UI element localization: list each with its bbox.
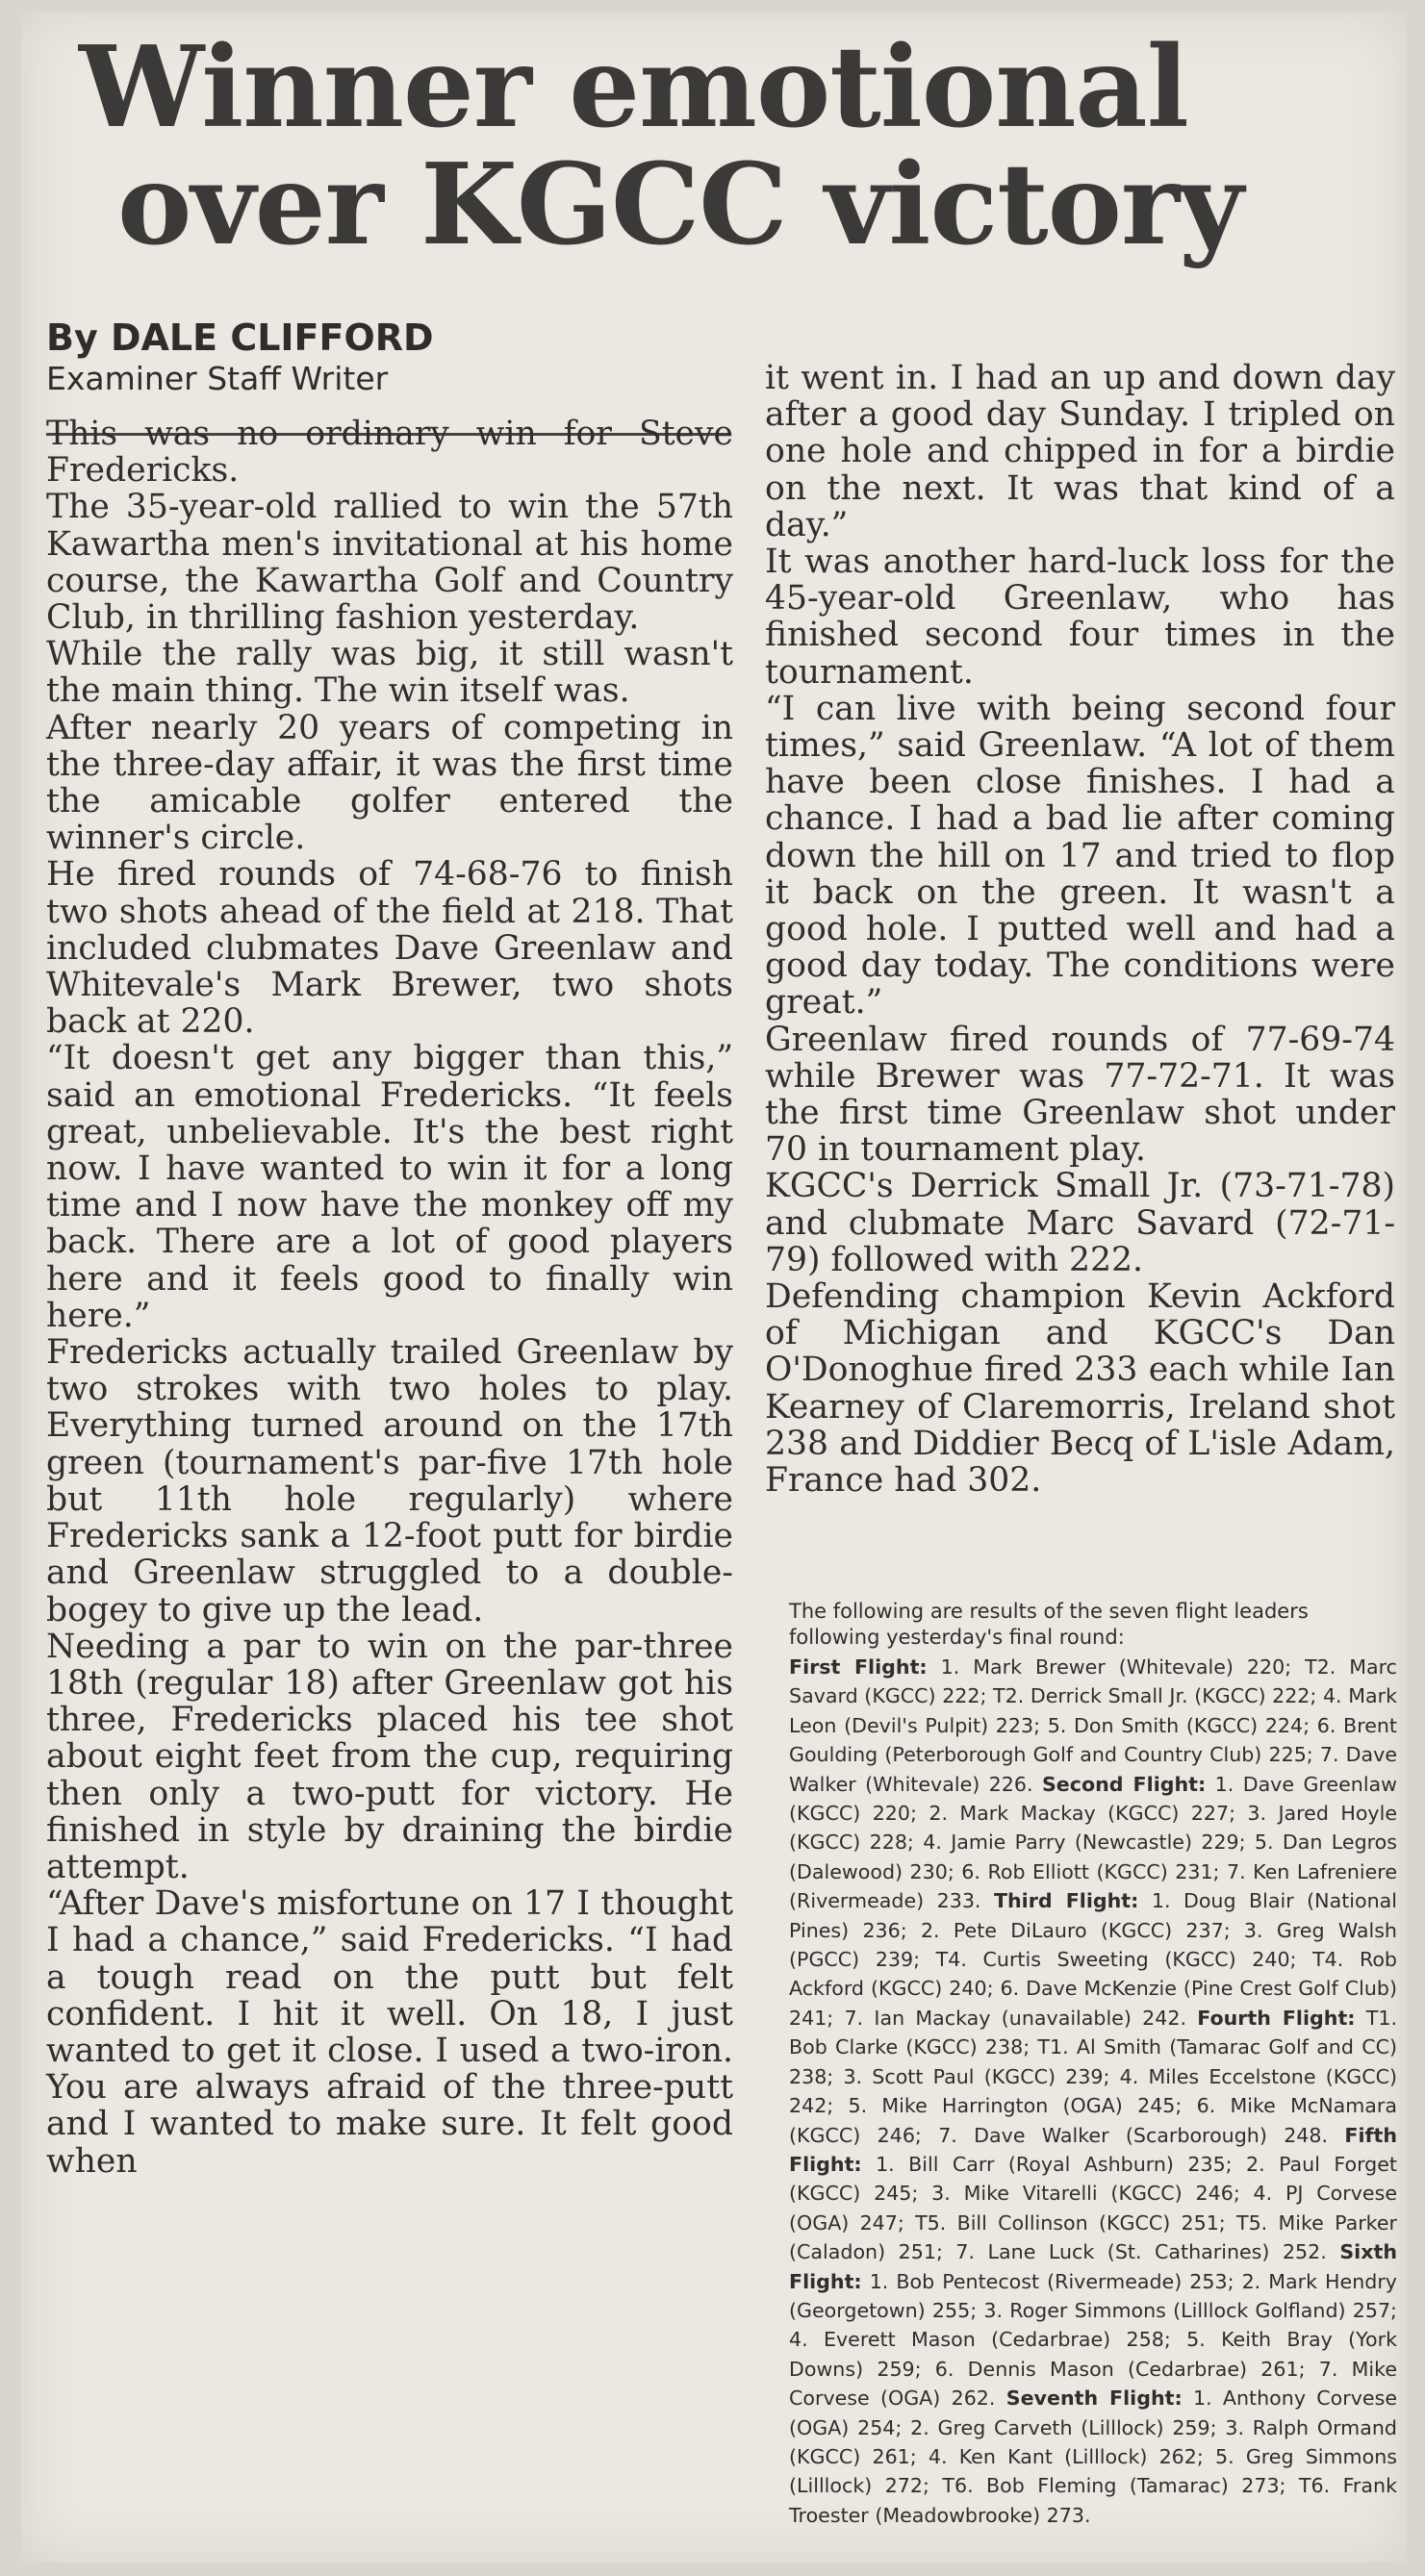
headline <box>79 22 1397 270</box>
flight-name: Fifth Flight: <box>789 2123 1397 2176</box>
headline-line-2: over KGCC victory <box>117 139 1243 270</box>
byline-name: By DALE CLIFFORD <box>46 316 434 359</box>
flight-name: Second Flight: <box>1041 1772 1207 1796</box>
paragraph: After nearly 20 years of competing in the three-day affair, it was the first time the amicable golfer entered the winner's circle. <box>46 708 733 858</box>
flight-name: Seventh Flight: <box>1005 2387 1183 2411</box>
paragraph: It was another hard-luck loss for the 45-year-old Greenlaw, who has finished second four times in the tournament. <box>765 543 1395 692</box>
newspaper-clipping <box>21 12 1407 2563</box>
flight-name: Sixth Flight: <box>789 2240 1398 2293</box>
flight-results <box>789 1653 1397 2530</box>
paragraph: Greenlaw fired rounds of 77-69-74 while Brewer was 77-72-71. It was the first time Greenlaw shot under 70 in tournament play. <box>765 1020 1395 1170</box>
flight-text: 1. Anthony Corvese (OGA) 254; 2. Greg Carveth (Lilllock) 259; 3. Ralph Ormand (KGCC) 261; 4. Ken Kant (Lilllock) 262; 5. Greg Simmons (Lilllock) 272; T6. Bob Fleming (Tamarac) 273; T6. Frank Troester (Meadowbrooke) 273. <box>789 2387 1397 2527</box>
paragraph: it went in. I had an up and down day after a good day Sunday. I tripled on one hole and chipped in for a birdie on the next. It was that kind of a day.” <box>765 359 1395 544</box>
flight-text: 1. Doug Blair (National Pines) 236; 2. Pete DiLauro (KGCC) 237; 3. Greg Walsh (PGCC) 239; T4. Curtis Sweeting (KGCC) 240; T4. Rob Ackford (KGCC) 240; 6. Dave McKenzie (Pine Crest Golf Club) 241; 7. Ian Mackay (unavailable) 242. <box>789 1889 1397 2030</box>
flight-text: 1. Bill Carr (Royal Ashburn) 235; 2. Paul Forget (KGCC) 245; 3. Mike Vitarelli (KGCC) 246; 4. PJ Corvese (OGA) 247; T5. Bill Collinson (KGCC) 251; T5. Mike Parker (Caladon) 251; 7. Lane Luck (St. Catharines) 252. <box>789 2152 1397 2264</box>
article-column-1 <box>46 416 733 2180</box>
flight-name: Third Flight: <box>993 1889 1139 1913</box>
paragraph: KGCC's Derrick Small Jr. (73-71-78) and clubmate Marc Savard (72-71-79) followed with 222. <box>765 1167 1395 1279</box>
paragraph: The 35-year-old rallied to win the 57th Kawartha men's invitational at his home course, the Kawartha Golf and Country Club, in thrilling fashion yesterday. <box>46 488 733 638</box>
flight-name: First Flight: <box>789 1655 928 1679</box>
flight-text: 1. Mark Brewer (Whitevale) 220; T2. Marc Savard (KGCC) 222; T2. Derrick Small Jr. (KGCC) 222; 4. Mark Leon (Devil's Pulpit) 223; 5. Don Smith (KGCC) 224; 6. Brent Goulding (Peterborough Golf and Country Club) 225; 7. Dave Walker (Whitevale) 226. <box>789 1655 1397 1796</box>
paragraph: This was no ordinary win for Steve Fredericks. <box>46 415 733 491</box>
flight-text: 1. Bob Pentecost (Rivermeade) 253; 2. Mark Hendry (Georgetown) 255; 3. Roger Simmons (Lilllock Golfland) 257; 4. Everett Mason (Cedarbrae) 258; 5. Keith Bray (York Downs) 259; 6. Dennis Mason (Cedarbrae) 261; 7. Mike Corvese (OGA) 262. <box>789 2269 1397 2411</box>
paragraph: “I can live with being second four times,” said Greenlaw. “A lot of them have been close finishes. I had a chance. I had a bad lie after coming down the hill on 17 and tried to flop it back on the green. It wasn't a good hole. I putted well and had a good day today. The conditions were great.” <box>765 689 1395 1023</box>
paragraph: Needing a par to win on the par-three 18th (regular 18) after Greenlaw got his three, Fredericks placed his tee shot about eight feet from the cup, requiring then only a two-putt for victory. He finished in style by draining the birdie attempt. <box>46 1627 733 1886</box>
paragraph: “It doesn't get any bigger than this,” said an emotional Fredericks. “It feels great, unbelievable. It's the best right now. I have wanted to win it for a long time and I now have the monkey off my back. There are a lot of good players here and it feels good to finally win here.” <box>46 1039 733 1335</box>
paragraph: While the rally was big, it still wasn't the main thing. The win itself was. <box>46 635 733 711</box>
flight-text: T1. Bob Clarke (KGCC) 238; T1. Al Smith (Tamarac Golf and CC) 238; 3. Scott Paul (KGCC) 239; 4. Miles Eccelstone (KGCC) 242; 5. Mike Harrington (OGA) 245; 6. Mike McNamara (KGCC) 246; 7. Dave Walker (Scarborough) 248. <box>789 2006 1398 2147</box>
paragraph: He fired rounds of 74-68-76 to finish two shots ahead of the field at 218. That included clubmates Dave Greenlaw and Whitevale's Mark Brewer, two shots back at 220. <box>46 855 733 1042</box>
flight-text: 1. Dave Greenlaw (KGCC) 220; 2. Mark Mackay (KGCC) 227; 3. Jared Hoyle (KGCC) 228; 4. Jamie Parry (Newcastle) 229; 5. Dan Legros (Dalewood) 230; 6. Rob Elliott (KGCC) 231; 7. Ken Lafreniere (Rivermeade) 233. <box>789 1772 1398 1913</box>
headline-line-1: Winner emotional <box>79 22 1188 153</box>
paragraph: Fredericks actually trailed Greenlaw by two strokes with two holes to play. Everything turned around on the 17th green (tournament's par-five 17th hole but 11th hole regularly) where Fredericks sank a 12-foot putt for birdie and Greenlaw struggled to a double-bogey to give up the lead. <box>46 1333 733 1629</box>
byline-role: Examiner Staff Writer <box>46 360 389 397</box>
paragraph: Defending champion Kevin Ackford of Michigan and KGCC's Dan O'Donoghue fired 233 each while Ian Kearney of Claremorris, Ireland shot 238 and Diddier Becq of L'isle Adam, France had 302. <box>765 1277 1395 1501</box>
flight-result <box>789 2240 1397 2410</box>
results-intro: The following are results of the seven flight leaders following yesterday's final round: <box>789 1600 1309 1649</box>
article-column-2 <box>765 360 1395 1499</box>
flight-name: Fourth Flight: <box>1197 2006 1356 2030</box>
byline <box>46 316 739 398</box>
paragraph: “After Dave's misfortune on 17 I thought I had a chance,” said Fredericks. “I had a tough read on the putt but felt confident. I hit it well. On 18, I just wanted to get it close. I used a two-iron. You are always afraid of the three-putt and I wanted to make sure. It felt good when <box>46 1884 733 2181</box>
